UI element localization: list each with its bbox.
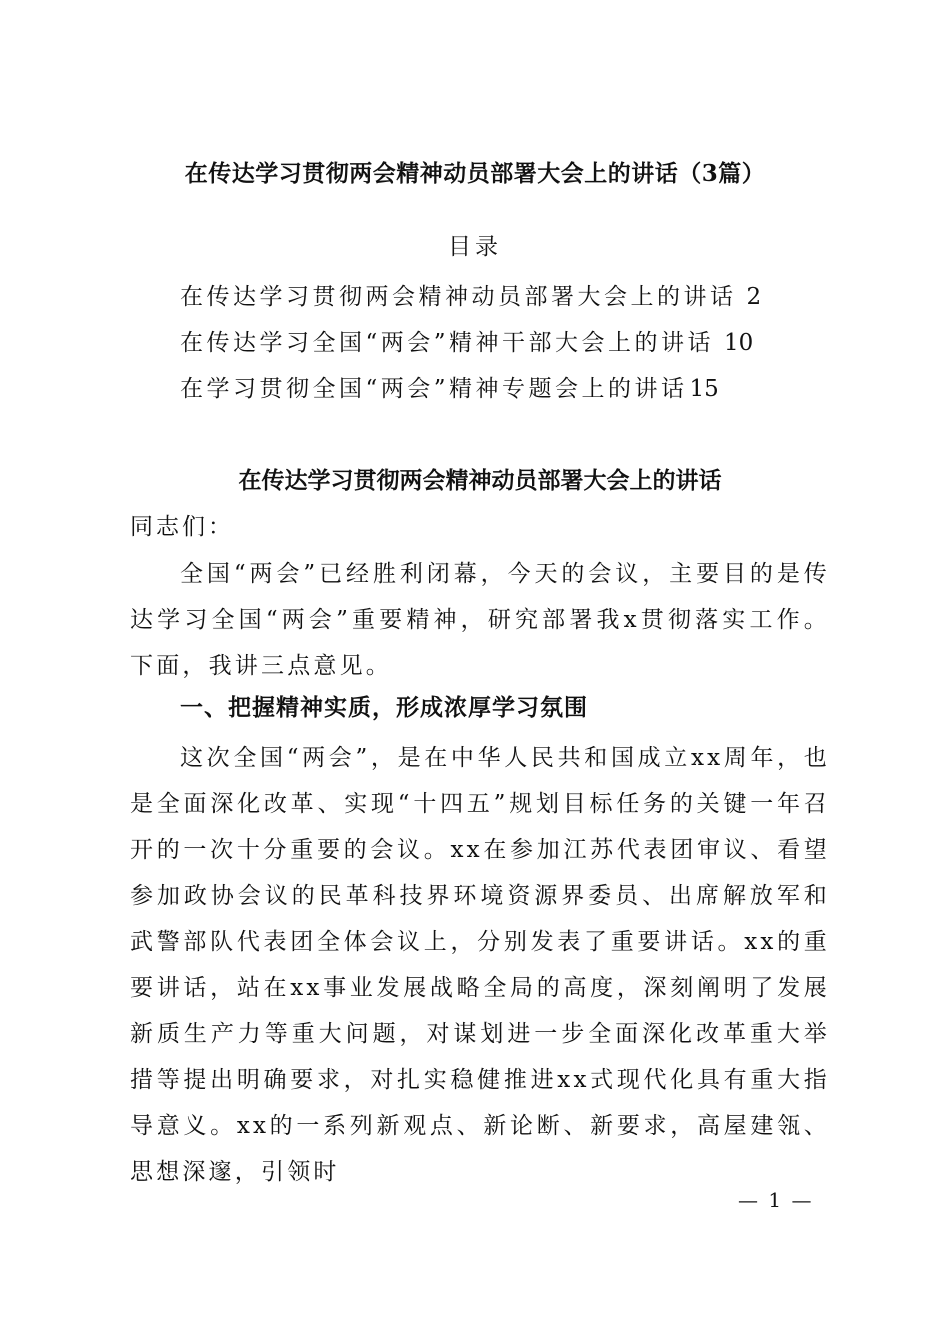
toc-item-label: 在学习贯彻全国“两会”精神专题会上的讲话	[180, 376, 688, 402]
toc-item-page: 15	[689, 376, 719, 402]
speech-title: 在传达学习贯彻两会精神动员部署大会上的讲话	[238, 467, 722, 494]
toc-item[interactable]	[180, 324, 753, 357]
document-title: 在传达学习贯彻两会精神动员部署大会上的讲话（3篇）	[184, 160, 766, 187]
toc-item[interactable]	[180, 278, 761, 311]
toc-heading: 目录	[448, 234, 502, 260]
section-heading: 一、把握精神实质，形成浓厚学习氛围	[180, 695, 588, 721]
salutation: 同志们：	[130, 514, 234, 540]
body-paragraph: 这次全国“两会”，是在中华人民共和国成立xx周年，也是全面深化改革、实现“十四五”规划目标任务的关键一年召开的一次十分重要的会议。xx在参加江苏代表团审议、看望参加政协会议的民革科技界环境资源界委员、出席解放军和武警部队代表团全体会议上，分别发表了重要讲话。xx的重要讲话，站在xx事业发展战略全局的高度，深刻阐明了发展新质生产力等重大问题，对谋划进一步全面深化改革重大举措等提出明确要求，对扎实稳健推进xx式现代化具有重大指导意义。xx的一系列新观点、新论断、新要求，高屋建瓴、思想深邃，引领时	[130, 745, 830, 1185]
toc-item-label: 在传达学习贯彻两会精神动员部署大会上的讲话	[180, 284, 737, 310]
toc-item-label: 在传达学习全国“两会”精神干部大会上的讲话	[180, 330, 715, 356]
toc-item[interactable]	[180, 370, 719, 403]
toc-item-page: 10	[724, 330, 754, 356]
page-number-footer: — 1 —	[738, 1188, 814, 1212]
toc-item-page: 2	[746, 284, 762, 310]
body-paragraph: 全国“两会”已经胜利闭幕，今天的会议，主要目的是传达学习全国“两会”重要精神，研究部署我x贯彻落实工作。下面，我讲三点意见。	[130, 561, 830, 679]
